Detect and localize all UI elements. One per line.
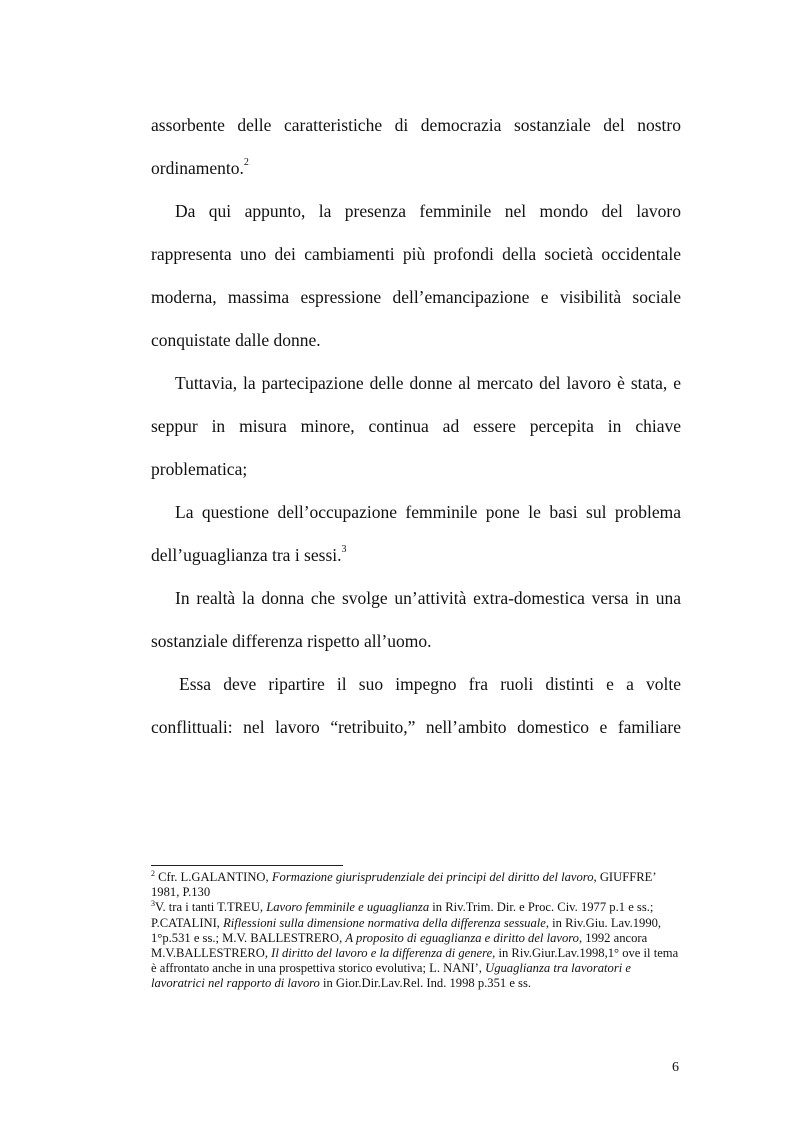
footnote-3-text-i: in Riv.Giur.Lav.1998,1° ove il tema è affrontato anche in una prospettiva storico evolutiva; L. NANI’, — [151, 946, 679, 976]
footnote-3-mark: 3 — [151, 899, 155, 909]
footnote-3-text-a: V. tra i tanti T.TREU, — [155, 900, 267, 915]
footnote-ref-3: 3 — [341, 544, 347, 555]
footnote-3 — [151, 900, 681, 991]
main-text — [151, 104, 681, 749]
paragraph-6: Essa deve ripartire il suo impegno fra ruoli distinti e a volte conflittuali: nel lavoro “retribuito,” nell’ambito domestico e familiare — [151, 674, 681, 737]
footnote-3-title-5: Uguaglianza tra lavoratori e lavoratrici nel rapporto di lavoro — [151, 961, 631, 991]
footnotes — [151, 870, 681, 992]
footnote-3-title-1: Lavoro femminile e uguaglianza — [266, 900, 430, 915]
footnote-3-title-4: Il diritto del lavoro e la differenza di genere, — [271, 946, 496, 961]
footnote-3-text-g: , 1992 ancora M.V.BALLESTRERO, — [151, 930, 648, 961]
paragraph-3: Tuttavia, la partecipazione delle donne al mercato del lavoro è stata, e seppur in misura minore, continua ad essere percepita in chiave problematica; — [151, 373, 681, 479]
footnote-3-text-e: , in Riv.Giu. Lav.1990, 1°p.531 e ss.; M.V. BALLESTRERO, — [151, 915, 662, 945]
footnote-3-text-c: in Riv.Trim. Dir. e Proc. Civ. 1977 p.1 e ss.; P.CATALINI, — [151, 900, 654, 930]
footnote-3-title-2: Riflessioni sulla dimensione normativa della differenza sessuale — [223, 915, 546, 930]
footnote-2-text-a: Cfr. L.GALANTINO, — [155, 870, 272, 884]
footnote-3-text-k: in Gior.Dir.Lav.Rel. Ind. 1998 p.351 e ss. — [319, 976, 532, 991]
paragraph-4 — [151, 491, 681, 577]
paragraph-1-text: assorbente delle caratteristiche di democrazia sostanziale del nostro ordinamento. — [151, 115, 681, 178]
paragraph-2: Da qui appunto, la presenza femminile nel mondo del lavoro rappresenta uno dei cambiamenti più profondi della società occidentale moderna, massima espressione dell’emancipazione e visibilità sociale conquistate dalle donne. — [151, 201, 681, 350]
paragraph-1 — [151, 104, 681, 190]
footnote-ref-2: 2 — [243, 157, 249, 168]
footnote-2 — [151, 870, 681, 900]
page-number: 6 — [672, 1060, 679, 1075]
footnote-2-mark: 2 — [151, 869, 155, 878]
footnote-3-title-3: A proposito di eguaglianza e diritto del lavoro — [345, 930, 579, 945]
footnote-2-title: Formazione giurisprudenziale dei principi del diritto del lavoro, — [271, 870, 597, 884]
footnote-divider — [151, 865, 343, 866]
footnote-2-text-c: GIUFFRE’ 1981, P.130 — [151, 870, 656, 900]
paragraph-4-text: La questione dell’occupazione femminile pone le basi sul problema dell’uguaglianza tra i sessi. — [151, 502, 681, 565]
paragraph-5: In realtà la donna che svolge un’attività extra-domestica versa in una sostanziale differenza rispetto all’uomo. — [151, 588, 681, 651]
